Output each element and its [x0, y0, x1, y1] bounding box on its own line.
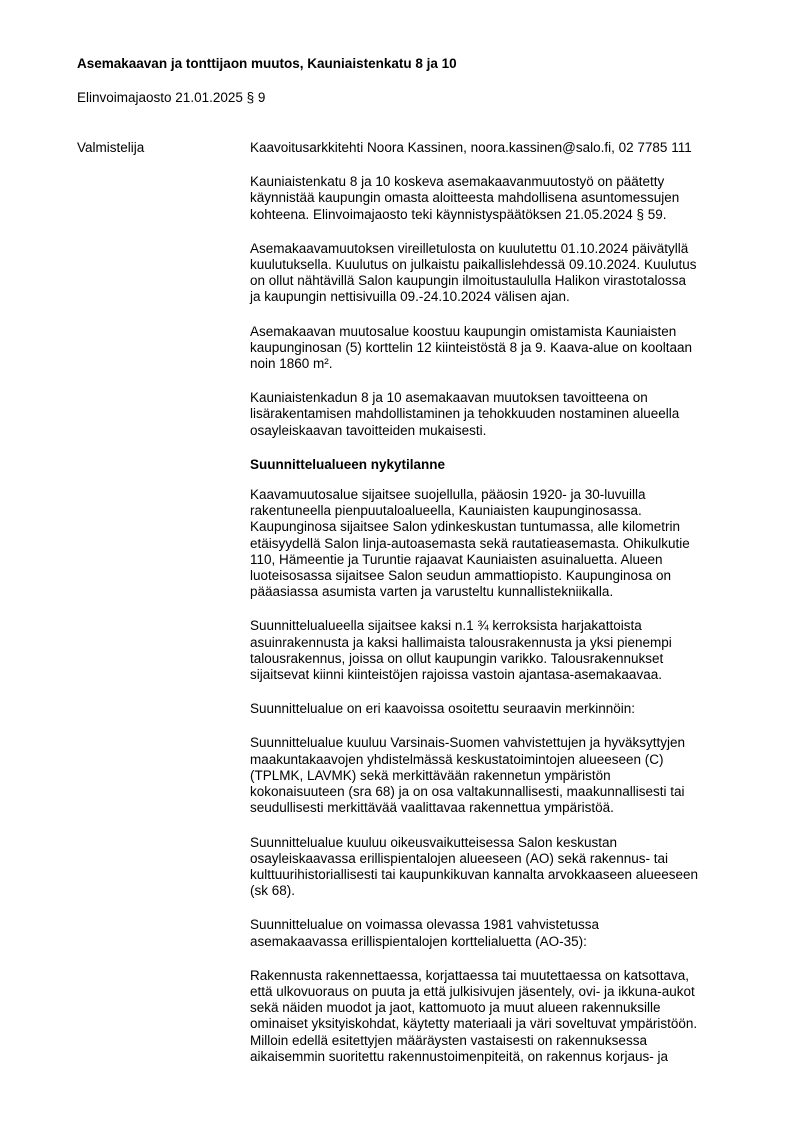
text-line: käynnistää kaupungin omasta aloitteesta mahdollisena asuntomessujen: [250, 190, 680, 206]
text-line: sekä näiden muodot ja jaot, kattomuoto ja muut alueen rakennuksille: [250, 1000, 661, 1016]
text-line: talousrakennus, joissa on ollut kaupungin varikko. Talousrakennukset: [250, 650, 664, 666]
text-line: Milloin edellä esitettyjen määräysten vastaisesti on rakennuksessa: [250, 1032, 647, 1048]
text-line: lisärakentamisen mahdollistaminen ja tehokkuuden nostaminen alueella: [250, 406, 680, 422]
preparer-value: Kaavoitusarkkitehti Noora Kassinen, noora.kassinen@salo.fi, 02 7785 111: [250, 140, 692, 155]
text-line: Suunnittelualue on voimassa olevassa 1981 vahvistetussa: [250, 917, 599, 933]
text-line: ominaiset yksityiskohdat, käytetty materiaali ja väri soveltuvat ympäristöön.: [250, 1016, 698, 1032]
text-line: (sk 68).: [250, 883, 296, 899]
intro-paragraph-2: [250, 241, 730, 306]
text-line: luoteisosassa sijaitsee Salon seudun ammattiopisto. Kaupunginosa on: [250, 568, 672, 584]
text-line: etäisyydellä Salon linja-autoasemasta sekä rautatieasemasta. Ohikulkutie: [250, 535, 690, 551]
text-line: osayleiskaavan tavoitteiden mukaisesti.: [250, 422, 487, 438]
text-line: seudullisesti merkittävää vaalittavaa rakennettua ympäristöä.: [250, 800, 614, 816]
section-paragraphs: [250, 487, 730, 1083]
text-line: 110, Hämeentie ja Turuntie rajaavat Kauniaisten asuinaluetta. Alueen: [250, 551, 663, 567]
section-paragraph-2: [250, 618, 730, 683]
text-line: Kaupunginosa sijaitsee Salon ydinkeskustan tuntumassa, alle kilometrin: [250, 519, 680, 535]
text-line: Suunnittelualueella sijaitsee kaksi n.1 ¾ kerroksista harjakattoista: [250, 618, 642, 634]
text-line: Asemakaavan muutosalue koostuu kaupungin omistamista Kauniaisten: [250, 323, 677, 339]
meeting-reference: Elinvoimajaosto 21.01.2025 § 9: [77, 90, 266, 105]
section-paragraph-6: [250, 917, 730, 949]
text-line: asuinrakennusta ja kaksi hallimaista talousrakennusta ja yksi pienempi: [250, 634, 672, 650]
section-paragraph-4: [250, 735, 730, 816]
section-paragraph-7: [250, 968, 730, 1065]
text-line: Suunnittelualue kuuluu Varsinais-Suomen vahvistettujen ja hyväksyttyjen: [250, 735, 685, 751]
section-paragraph-5: [250, 835, 730, 900]
section-paragraph-3: [250, 701, 730, 717]
preparer-label: Valmistelija: [77, 140, 145, 155]
text-line: ja kaupungin nettisivuilla 09.-24.10.2024 välisen ajan.: [250, 289, 570, 305]
text-line: sijaitsevat kiinni kiinteistöjen rajoissa vastoin ajantasa-asemakaavaa.: [250, 667, 662, 683]
text-line: Rakennusta rakennettaessa, korjattaessa tai muutettaessa on katsottava,: [250, 967, 690, 983]
text-line: aikaisemmin suoritettu rakennustoimenpiteitä, on rakennus korjaus- ja: [250, 1048, 668, 1064]
text-line: rakentuneella pienpuutaloalueella, Kauniaisten kaupunginosassa.: [250, 503, 642, 519]
text-line: maakuntakaavojen yhdistelmässä keskustatoimintojen alueeseen (C): [250, 751, 664, 767]
text-line: Suunnittelualue on eri kaavoissa osoitettu seuraavin merkinnöin:: [250, 701, 635, 717]
text-line: Kauniaistenkadun 8 ja 10 asemakaavan muutoksen tavoitteena on: [250, 390, 648, 406]
text-line: Suunnittelualue kuuluu oikeusvaikutteisessa Salon keskustan: [250, 834, 617, 850]
intro-paragraph-1: [250, 174, 730, 223]
document-title: Asemakaavan ja tonttijaon muutos, Kauniaistenkatu 8 ja 10: [77, 56, 457, 71]
intro-paragraph-4: [250, 390, 730, 439]
text-line: Kaavamuutosalue sijaitsee suojellulla, pääosin 1920- ja 30-luvuilla: [250, 487, 646, 503]
text-line: noin 1860 m².: [250, 356, 333, 372]
text-line: kaupunginosan (5) korttelin 12 kiinteistöstä 8 ja 9. Kaava-alue on kooltaan: [250, 339, 693, 355]
text-line: on ollut nähtävillä Salon kaupungin ilmoitustaululla Halikon virastotalossa: [250, 273, 687, 289]
intro-paragraph-3: [250, 324, 730, 373]
intro-paragraphs: [250, 174, 730, 457]
text-line: kulttuurihistoriallisesti tai kaupunkikuvan kannalta arvokkaaseen alueeseen: [250, 866, 699, 882]
text-line: Kauniaistenkatu 8 ja 10 koskeva asemakaavanmuutostyö on päätetty: [250, 174, 665, 190]
text-line: asemakaavassa erillispientalojen korttelialuetta (AO-35):: [250, 933, 587, 949]
text-line: kohteena. Elinvoimajaosto teki käynnistyspäätöksen 21.05.2024 § 59.: [250, 206, 667, 222]
text-line: pääasiassa asumista varten ja varusteltu kunnallistekniikalla.: [250, 584, 614, 600]
text-line: kokonaisuuteen (sra 68) ja on osa valtakunnallisesti, maakunnallisesti tai: [250, 784, 685, 800]
section-heading: Suunnittelualueen nykytilanne: [250, 456, 446, 472]
text-line: Asemakaavamuutoksen vireilletulosta on kuulutettu 01.10.2024 päivätyllä: [250, 240, 689, 256]
document-body: [250, 140, 730, 1083]
section-paragraph-1: [250, 487, 730, 600]
text-line: että ulkovuoraus on puuta ja että julkisivujen jäsentely, ovi- ja ikkuna-aukot: [250, 983, 695, 999]
text-line: osayleiskaavassa erillispientalojen alueeseen (AO) sekä rakennus- tai: [250, 850, 668, 866]
text-line: (TPLMK, LAVMK) sekä merkittävään rakennetun ympäristön: [250, 767, 611, 783]
text-line: kuulutuksella. Kuulutus on julkaistu paikallislehdessä 09.10.2024. Kuulutus: [250, 257, 697, 273]
